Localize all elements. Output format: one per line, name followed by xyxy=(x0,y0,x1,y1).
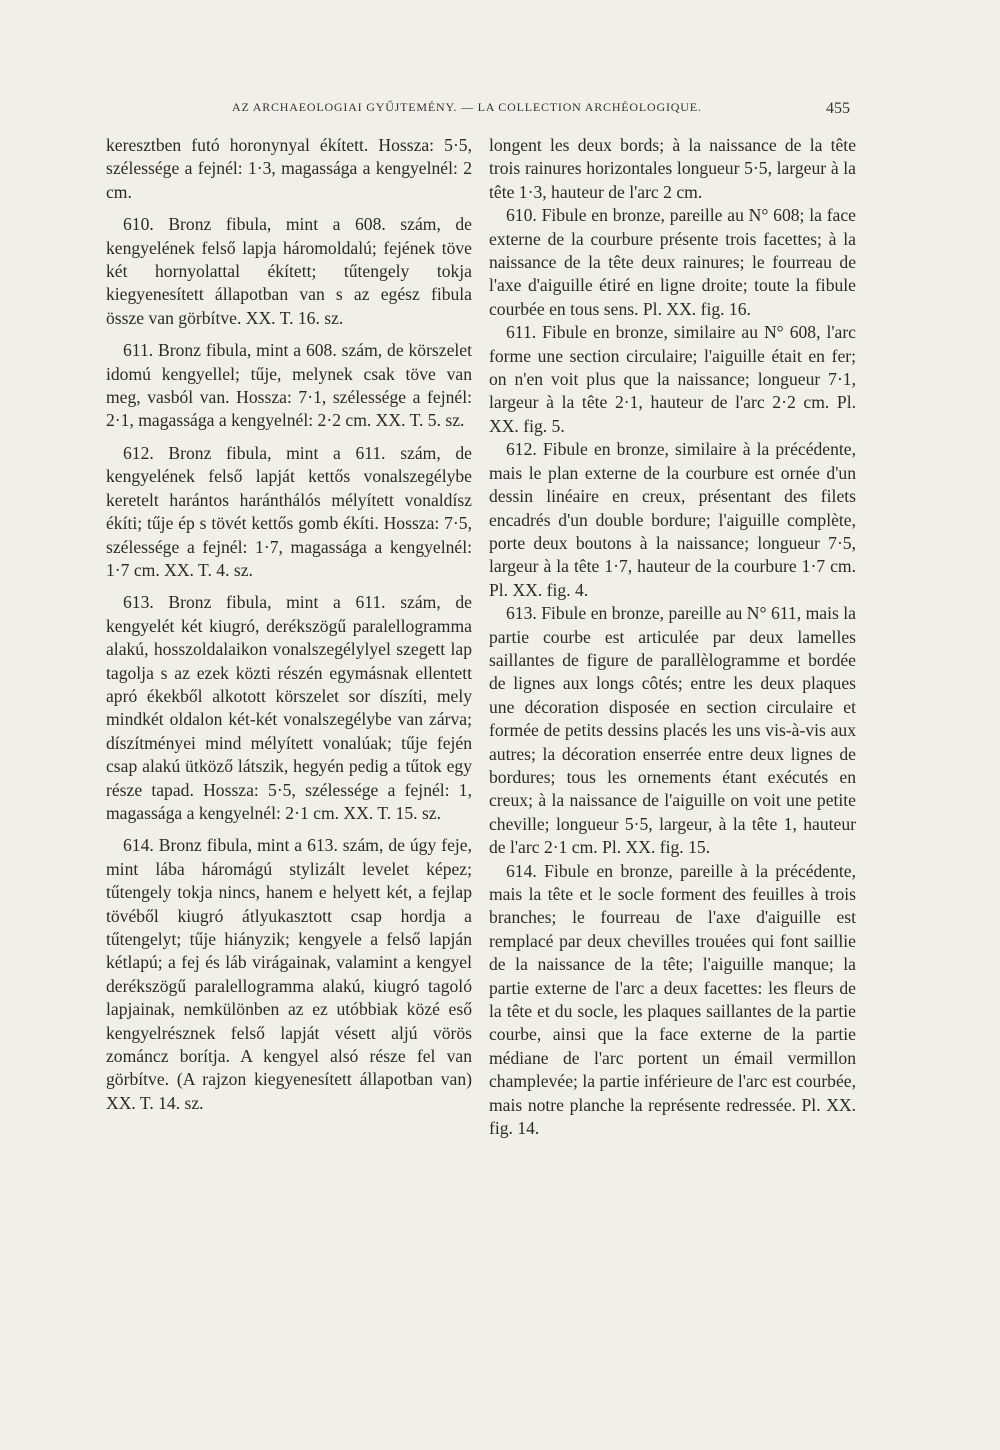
hu-entry-614: 614. Bronz fibula, mint a 613. szám, de úgy feje, mint lába háromágú stylizált levelet képez; tűtengely tokja nincs, hanem e helyett két, a fejlap tövéből kiugró átlyukasztott csap hordja a tűtengelyt; tűje hiányzik; kengyele a felső lapján kétlapú; a fej és láb virágainak, valamint a kengyel derékszögű paralellogramma alakú, kiugró tagoló lapjainak, nemkülönben az ez utóbbiak közé eső kengyelrésznek felső lapját vésett aljú vörös zománcz borítja. A kengyel alsó része fel van görbítve. (A rajzon kiegyenesített állapotban van) XX. T. 14. sz. xyxy=(106,835,472,1113)
hu-entry-612: 612. Bronz fibula, mint a 611. szám, de kengyelének felső lapját kettős vonalszegélybe keretelt harántos haránthálós mélyített vonaldísz ékíti; tűje ép s tövét kettős gomb ékíti. Hossza: 7·5, szélessége a fejnél: 1·7, magassága a kengyelnél: 1·7 cm. XX. T. 4. sz. xyxy=(106,442,472,580)
hungarian-column xyxy=(106,134,472,1115)
running-header xyxy=(0,100,1000,124)
french-column xyxy=(489,134,856,1140)
hu-paragraph-continued: keresztben futó horonynyal ékített. Hossza: 5·5, szélessége a fejnél: 1·3, magassága a kengyelnél: 2 cm. xyxy=(106,135,472,202)
fr-entry-610: 610. Fibule en bronze, pareille au N° 608; la face externe de la courbure présente trois facettes; à la naissance de la tête deux rainures; le fourreau de l'axe d'aiguille étiré en ligne droite; toute la fibule courbée en tous sens. Pl. XX. fig. 16. xyxy=(489,205,856,319)
hu-entry-613: 613. Bronz fibula, mint a 611. szám, de kengyelét két kiugró, derékszögű paralellogramma alakú, hosszoldalaikon vonalszegélylyel szegett lap tagolja s az ezek közti részén egymásnak ellentett apró ékekből alkotott körszelet sor díszíti, mely mindkét oldalon két-két vonalszegélybe van zárva; díszítményei mind mélyített vonalúak; tűje fején csap alakú ütköző látszik, hegyén pedig a tűtok egy része tapad. Hossza: 5·5, szélessége a fejnél: 1, magassága a kengyelnél: 2·1 cm. XX. T. 15. sz. xyxy=(106,592,472,823)
running-title: AZ ARCHAEOLOGIAI GYŰJTEMÉNY. — LA COLLECTION ARCHÉOLOGIQUE. xyxy=(232,100,702,114)
page-number: 455 xyxy=(826,100,850,117)
hu-entry-611: 611. Bronz fibula, mint a 608. szám, de körszelet idomú kengyellel; tűje, melynek csak töve van meg, vasból van. Hossza: 7·1, szélessége a fejnél: 2·1, magassága a kengyelnél: 2·2 cm. XX. T. 5. sz. xyxy=(106,340,472,431)
fr-paragraph-continued: longent les deux bords; à la naissance de la tête trois rainures horizontales longueur 5·5, largeur à la tête 1·3, hauteur de l'arc 2 cm. xyxy=(489,135,856,202)
fr-entry-611: 611. Fibule en bronze, similaire au N° 608, l'arc forme une section circulaire; l'aiguille était en fer; on n'en voit plus que la naissance; longueur 7·1, largeur à la tête 2·1, hauteur de l'arc 2·2 cm. Pl. XX. fig. 5. xyxy=(489,322,856,436)
hu-entry-610: 610. Bronz fibula, mint a 608. szám, de kengyelének felső lapja háromoldalú; fejének töve két hornyolattal ékített; tűtengely tokja kiegyenesített állapotban van s az egész fibula össze van görbítve. XX. T. 16. sz. xyxy=(106,214,472,328)
fr-entry-613: 613. Fibule en bronze, pareille au N° 611, mais la partie courbe est articulée par deux lamelles saillantes de figure de parallèlogramme et bordée de lignes aux longs côtés; entre les deux plaques une décoration disposée en section circulaire et formée de petits dessins placés les uns vis-à-vis aux autres; la décoration enserrée entre deux lignes de bordures; tous les ornements étant exécutés en creux; à la naissance de l'aiguille on voit une petite cheville; longueur 5·5, largeur, à la tête 1, hauteur de l'arc 2·1 cm. Pl. XX. fig. 15. xyxy=(489,603,856,858)
fr-entry-612: 612. Fibule en bronze, similaire à la précédente, mais le plan externe de la courbure est ornée d'un dessin linéaire en creux, présentant des filets encadrés d'un double bordure; l'aiguille complète, porte deux boutons à la naissance; longueur 7·5, largeur à la tête 1·7, hauteur de la courbure 1·7 cm. Pl. XX. fig. 4. xyxy=(489,439,856,600)
fr-entry-614: 614. Fibule en bronze, pareille à la précédente, mais la tête et le socle forment des feuilles à trois branches; le fourreau de l'axe d'aiguille est remplacé par deux chevilles trouées qui font saillie de la naissance de la tête; l'aiguille manque; la partie externe de l'arc a deux facettes: les fleurs de la tête et du socle, les plaques saillantes de la partie courbe, ainsi que la face externe de la partie médiane de l'arc portent un émail vermillon champlevée; la partie inférieure de l'arc est courbée, mais notre planche la représente redressée. Pl. XX. fig. 14. xyxy=(489,860,856,1139)
